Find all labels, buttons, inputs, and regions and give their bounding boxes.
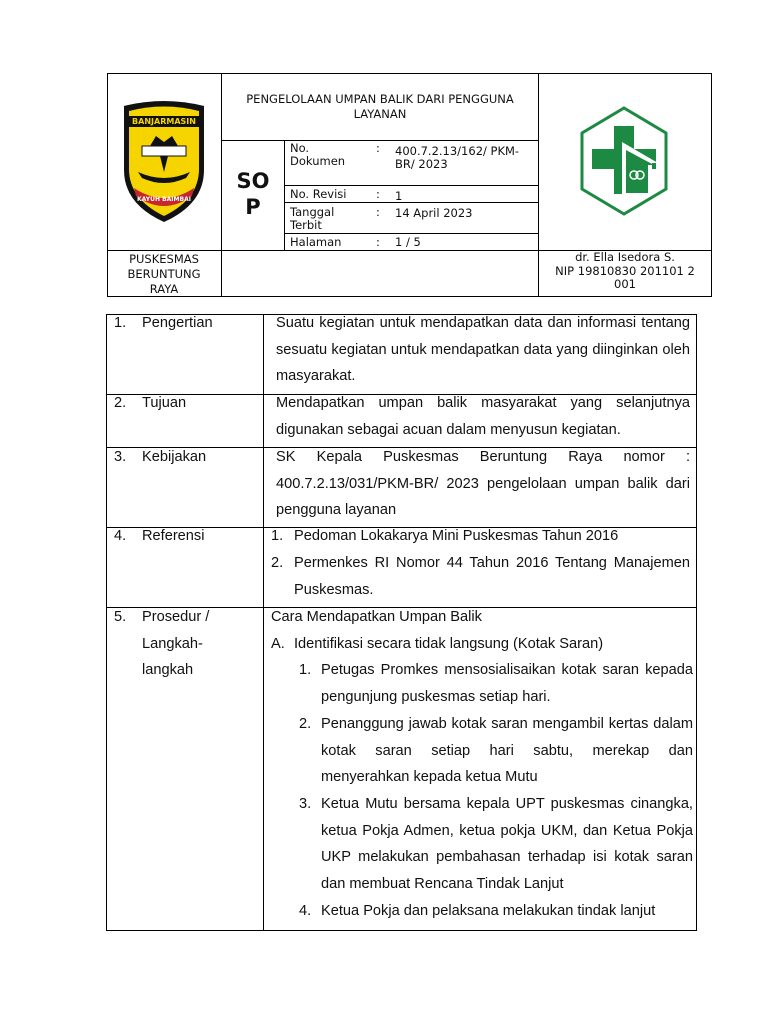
step-number: 2. bbox=[299, 716, 312, 732]
section-title: Kebijakan bbox=[142, 449, 207, 465]
signer-nip: NIP 19810830 201101 2 001 bbox=[555, 264, 695, 291]
reference-text: Permenkes RI Nomor 44 Tahun 2016 Tentang Manajemen Puskesmas. bbox=[294, 555, 690, 598]
reference-text: Pedoman Lokakarya Mini Puskesmas Tahun 2016 bbox=[294, 528, 619, 544]
step-text: Penanggung jawab kotak saran mengambil kertas dalam kotak saran setiap hari sabtu, merekap dan menyerahkan kepada ketua Mutu bbox=[321, 716, 693, 786]
section-text: Suatu kegiatan untuk mendapatkan data dan informasi tentang sesuatu kegiatan untuk mendapatkan data yang diinginkan oleh masyarakat. bbox=[276, 315, 690, 385]
field-label: Halaman bbox=[290, 235, 342, 249]
step-number: 1. bbox=[299, 662, 312, 678]
field-label: Tanggal Terbit bbox=[290, 205, 335, 232]
reference-number: 1. bbox=[271, 528, 284, 544]
field-label: No. Dokumen bbox=[290, 141, 346, 168]
section-number: 3. bbox=[114, 449, 127, 465]
puskesmas-logo bbox=[578, 105, 670, 217]
section-text: Mendapatkan umpan balik masyarakat yang selanjutnya digunakan sebagai acuan dalam menyusun kegiatan. bbox=[276, 395, 690, 438]
section-title: Referensi bbox=[142, 528, 205, 544]
section-title: Pengertian bbox=[142, 315, 213, 331]
logo-bottom-text: KAYUH BAIMBAI bbox=[137, 196, 191, 203]
organization-name: PUSKESMAS BERUNTUNG RAYA bbox=[127, 252, 201, 296]
section-number: 5. bbox=[114, 609, 127, 625]
field-value: 400.7.2.13/162/ PKM-BR/ 2023 bbox=[395, 144, 520, 171]
section-text: SK Kepala Puskesmas Beruntung Raya nomor : 400.7.2.13/031/PKM-BR/ 2023 pengelolaan umpan balik dari pengguna layanan bbox=[276, 449, 690, 519]
procedure-sub-letter: A. bbox=[271, 636, 285, 652]
banjarmasin-logo bbox=[120, 100, 208, 224]
step-number: 4. bbox=[299, 903, 312, 919]
field-value: 1 / 5 bbox=[395, 235, 421, 249]
step-text: Ketua Pokja dan pelaksana melakukan tindak lanjut bbox=[321, 903, 656, 919]
sop-label-line1: SO bbox=[236, 169, 270, 193]
field-label: No. Revisi bbox=[290, 187, 347, 201]
field-value: 14 April 2023 bbox=[395, 206, 473, 220]
procedure-intro: Cara Mendapatkan Umpan Balik bbox=[271, 609, 482, 625]
field-value: 1 bbox=[395, 189, 403, 203]
sop-label bbox=[228, 168, 278, 220]
section-number: 1. bbox=[114, 315, 127, 331]
section-number: 4. bbox=[114, 528, 127, 544]
section-number: 2. bbox=[114, 395, 127, 411]
signer-name: dr. Ella Isedora S. bbox=[575, 250, 675, 264]
step-number: 3. bbox=[299, 796, 312, 812]
field-separator: : bbox=[376, 141, 380, 155]
reference-number: 2. bbox=[271, 555, 284, 571]
section-title: Prosedur / Langkah-langkah bbox=[142, 609, 210, 679]
sop-label-line2: P bbox=[245, 195, 261, 219]
field-separator: : bbox=[376, 205, 380, 219]
field-separator: : bbox=[376, 187, 380, 201]
document-title: PENGELOLAAN UMPAN BALIK DARI PENGGUNA LAYANAN bbox=[246, 92, 514, 121]
field-separator: : bbox=[376, 235, 380, 249]
logo-top-text: BANJARMASIN bbox=[132, 117, 196, 126]
procedure-sub-title: Identifikasi secara tidak langsung (Kotak Saran) bbox=[294, 636, 604, 652]
step-text: Ketua Mutu bersama kepala UPT puskesmas cinangka, ketua Pokja Admen, ketua pokja UKM, dan Ketua Pokja UKP melakukan pembahasan terhadap isi kotak saran dan membuat Rencana Tindak Lanjut bbox=[321, 796, 693, 893]
step-text: Petugas Promkes mensosialisaikan kotak saran kepada pengunjung puskesmas setiap hari. bbox=[321, 662, 693, 705]
section-title: Tujuan bbox=[142, 395, 187, 411]
